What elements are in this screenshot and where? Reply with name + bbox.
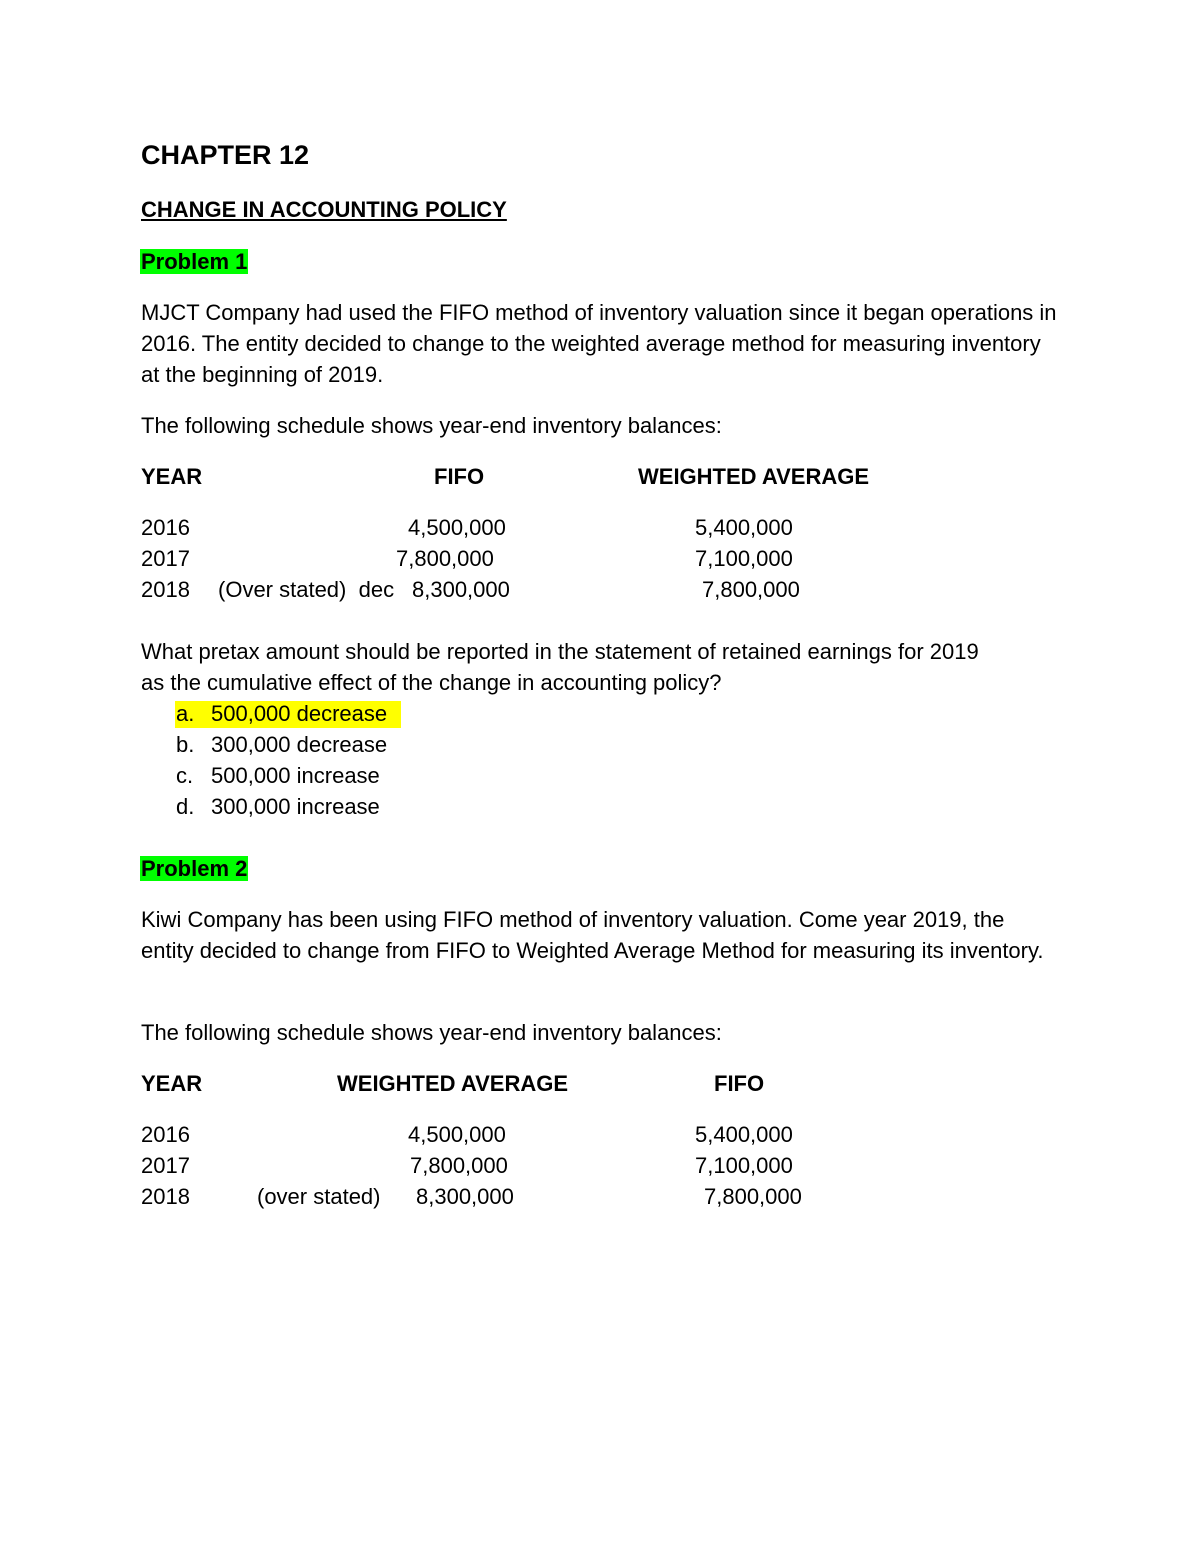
option-b-letter: b. xyxy=(176,732,195,757)
problem1-label-wrap xyxy=(140,248,248,275)
p1-row1-fifo: 4,500,000 xyxy=(408,515,506,540)
p2-row3-year: 2018 xyxy=(141,1184,190,1209)
p1-row1-wavg: 5,400,000 xyxy=(695,515,793,540)
option-a-text: 500,000 decrease xyxy=(211,701,388,726)
option-d-text: 300,000 increase xyxy=(211,794,380,819)
problem2-header-year: YEAR xyxy=(141,1071,203,1096)
option-a-letter: a. xyxy=(176,701,195,726)
problem1-label: Problem 1 xyxy=(141,249,248,274)
problem1-header-year: YEAR xyxy=(141,464,203,489)
problem1-paragraph: MJCT Company had used the FIFO method of inventory valuation since it began operations in 2016. The entity decided to change to the weighted average method for measuring inventory at the beginning of 2019. xyxy=(141,300,1057,387)
problem2-paragraph: Kiwi Company has been using FIFO method of inventory valuation. Come year 2019, the entity decided to change from FIFO to Weighted Average Method for measuring its inventory. xyxy=(141,907,1044,963)
problem2-schedule-intro: The following schedule shows year-end inventory balances: xyxy=(141,1020,722,1045)
p1-row1-year: 2016 xyxy=(141,515,190,540)
p1-row3-wavg: 7,800,000 xyxy=(702,577,800,602)
option-b-text: 300,000 decrease xyxy=(211,732,388,757)
p2-row1-year: 2016 xyxy=(141,1122,190,1147)
p2-row2-fifo: 7,100,000 xyxy=(695,1153,793,1178)
problem2-header-weighted-average: WEIGHTED AVERAGE xyxy=(337,1071,569,1096)
p1-row2-fifo: 7,800,000 xyxy=(396,546,494,571)
p2-row1-wavg: 4,500,000 xyxy=(408,1122,506,1147)
problem2-label: Problem 2 xyxy=(141,856,248,881)
option-d-letter: d. xyxy=(176,794,195,819)
p2-row3-wavg: 8,300,000 xyxy=(416,1184,514,1209)
problem1-schedule-intro: The following schedule shows year-end inventory balances: xyxy=(141,413,722,438)
p2-row3-fifo: 7,800,000 xyxy=(704,1184,802,1209)
section-subtitle: CHANGE IN ACCOUNTING POLICY xyxy=(141,197,507,222)
p1-row2-year: 2017 xyxy=(141,546,190,571)
problem2-header-fifo: FIFO xyxy=(714,1071,765,1096)
p1-row2-wavg: 7,100,000 xyxy=(695,546,793,571)
p1-row3-fifo: 8,300,000 xyxy=(412,577,510,602)
problem1-header-weighted-average: WEIGHTED AVERAGE xyxy=(638,464,870,489)
option-c-letter: c. xyxy=(176,763,194,788)
p2-row2-year: 2017 xyxy=(141,1153,190,1178)
p1-row3-note: (Over stated) dec xyxy=(218,577,395,602)
p2-row2-wavg: 7,800,000 xyxy=(410,1153,508,1178)
problem1-question-line1: What pretax amount should be reported in the statement of retained earnings for 2019 xyxy=(141,639,979,664)
p1-row3-year: 2018 xyxy=(141,577,190,602)
p2-row3-note: (over stated) xyxy=(257,1184,381,1209)
chapter-title: CHAPTER 12 xyxy=(141,140,310,170)
problem2-label-wrap xyxy=(140,855,248,882)
p2-row1-fifo: 5,400,000 xyxy=(695,1122,793,1147)
option-c-text: 500,000 increase xyxy=(211,763,380,788)
problem1-question-line2: as the cumulative effect of the change in accounting policy? xyxy=(141,670,722,695)
problem1-header-fifo: FIFO xyxy=(434,464,485,489)
